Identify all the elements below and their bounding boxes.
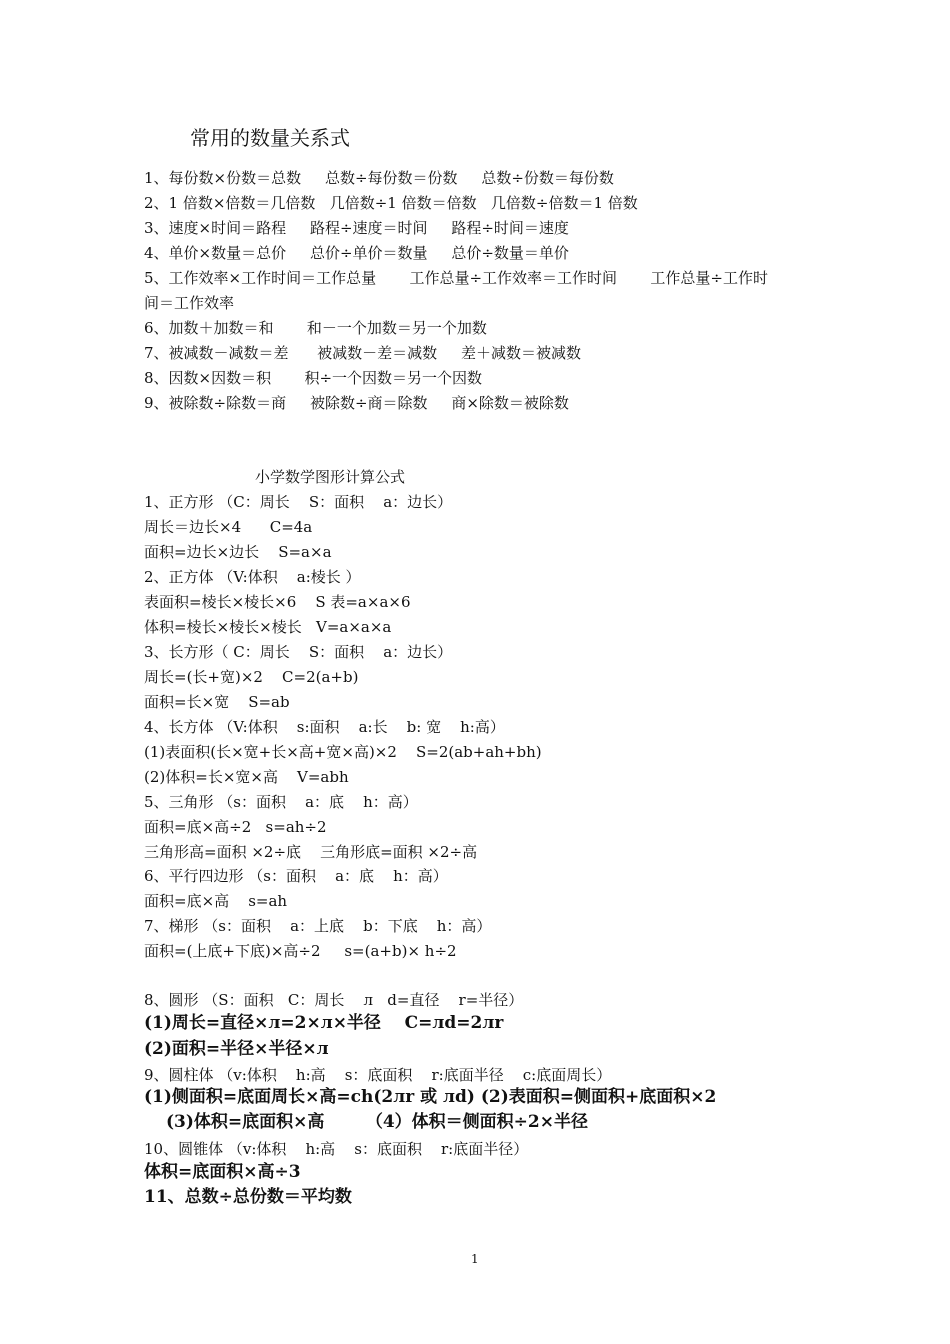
formula-line: 面积=(上底+下底)×高÷2 s=(a+b)× h÷2 [144,942,457,960]
formula-line: (2)体积=长×宽×高 V=abh [144,768,349,786]
page-number: 1 [471,1252,479,1266]
relation-line-7: 7、被减数－减数＝差 被减数－差＝减数 差＋减数＝被减数 [144,344,581,362]
formula-line: 体积=棱长×棱长×棱长 V=a×a×a [144,618,392,636]
formula-line: 3、长方形（ C：周长 S：面积 a：边长） [144,643,453,661]
cone-heading: 10、圆锥体 （v:体积 h:高 s：底面积 r:底面半径） [144,1140,529,1158]
cone-formula: 体积=底面积×高÷3 [144,1162,301,1182]
relation-line-6: 6、加数＋加数＝和 和－一个加数＝另一个加数 [144,319,487,337]
circle-formula-1: (1)周长=直径×л=2×л×半径 C=лd=2лr [144,1013,504,1033]
formula-line: 面积=底×高 s=ah [144,892,288,910]
formula-line: 7、梯形 （s：面积 a：上底 b：下底 h：高） [144,917,492,935]
cylinder-formula-2: (3)体积=底面积×高 （4）体积＝侧面积÷2×半径 [166,1112,588,1132]
formula-line: 5、三角形 （s：面积 a：底 h：高） [144,793,418,811]
formula-line: 面积=边长×边长 S=a×a [144,543,332,561]
relation-line-5-cont: 间＝工作效率 [144,294,235,312]
relation-line-3: 3、速度×时间＝路程 路程÷速度＝时间 路程÷时间＝速度 [144,219,569,237]
circle-formula-2: (2)面积=半径×半径×л [144,1039,329,1059]
cylinder-formula-1: (1)侧面积=底面周长×高=ch(2лr 或 лd) (2)表面积=侧面积+底面积×2 [144,1087,717,1107]
formula-line: 面积=长×宽 S=ab [144,693,290,711]
formula-line: 面积=底×高÷2 s=ah÷2 [144,818,327,836]
relation-line-8: 8、因数×因数＝积 积÷一个因数＝另一个因数 [144,369,483,387]
formula-line: 表面积=棱长×棱长×6 S 表=a×a×6 [144,593,411,611]
formula-line: 周长=(长+宽)×2 C=2(a+b) [144,668,359,686]
formula-line: 4、长方体 （V:体积 s:面积 a:长 b: 宽 h:高） [144,718,505,736]
formula-line: 三角形高=面积 ×2÷底 三角形底=面积 ×2÷高 [144,843,478,861]
formula-line: 6、平行四边形 （s：面积 a：底 h：高） [144,867,448,885]
average-formula: 11、总数÷总份数＝平均数 [144,1187,352,1207]
relation-line-5: 5、工作效率×工作时间＝工作总量 工作总量÷工作效率＝工作时间 工作总量÷工作时 [144,269,769,287]
formula-line: 1、正方形 （C：周长 S：面积 a：边长） [144,493,453,511]
formula-line: (1)表面积(长×宽+长×高+宽×高)×2 S=2(ab+ah+bh) [144,743,542,761]
relation-line-9: 9、被除数÷除数＝商 被除数÷商＝除数 商×除数＝被除数 [144,394,569,412]
section1-title: 常用的数量关系式 [190,126,350,150]
relation-line-4: 4、单价×数量＝总价 总价÷单价＝数量 总价÷数量＝单价 [144,244,569,262]
cylinder-heading: 9、圆柱体 （v:体积 h:高 s：底面积 r:底面半径 c:底面周长） [144,1066,612,1084]
section2-title: 小学数学图形计算公式 [255,468,406,486]
circle-heading: 8、圆形 （S：面积 C：周长 л d=直径 r=半径） [144,991,524,1009]
relation-line-2: 2、1 倍数×倍数＝几倍数 几倍数÷1 倍数＝倍数 几倍数÷倍数＝1 倍数 [144,194,638,212]
formula-line: 周长＝边长×4 C=4a [144,518,313,536]
formula-line: 2、正方体 （V:体积 a:棱长 ） [144,568,361,586]
relation-line-1: 1、每份数×份数＝总数 总数÷每份数＝份数 总数÷份数＝每份数 [144,169,614,187]
